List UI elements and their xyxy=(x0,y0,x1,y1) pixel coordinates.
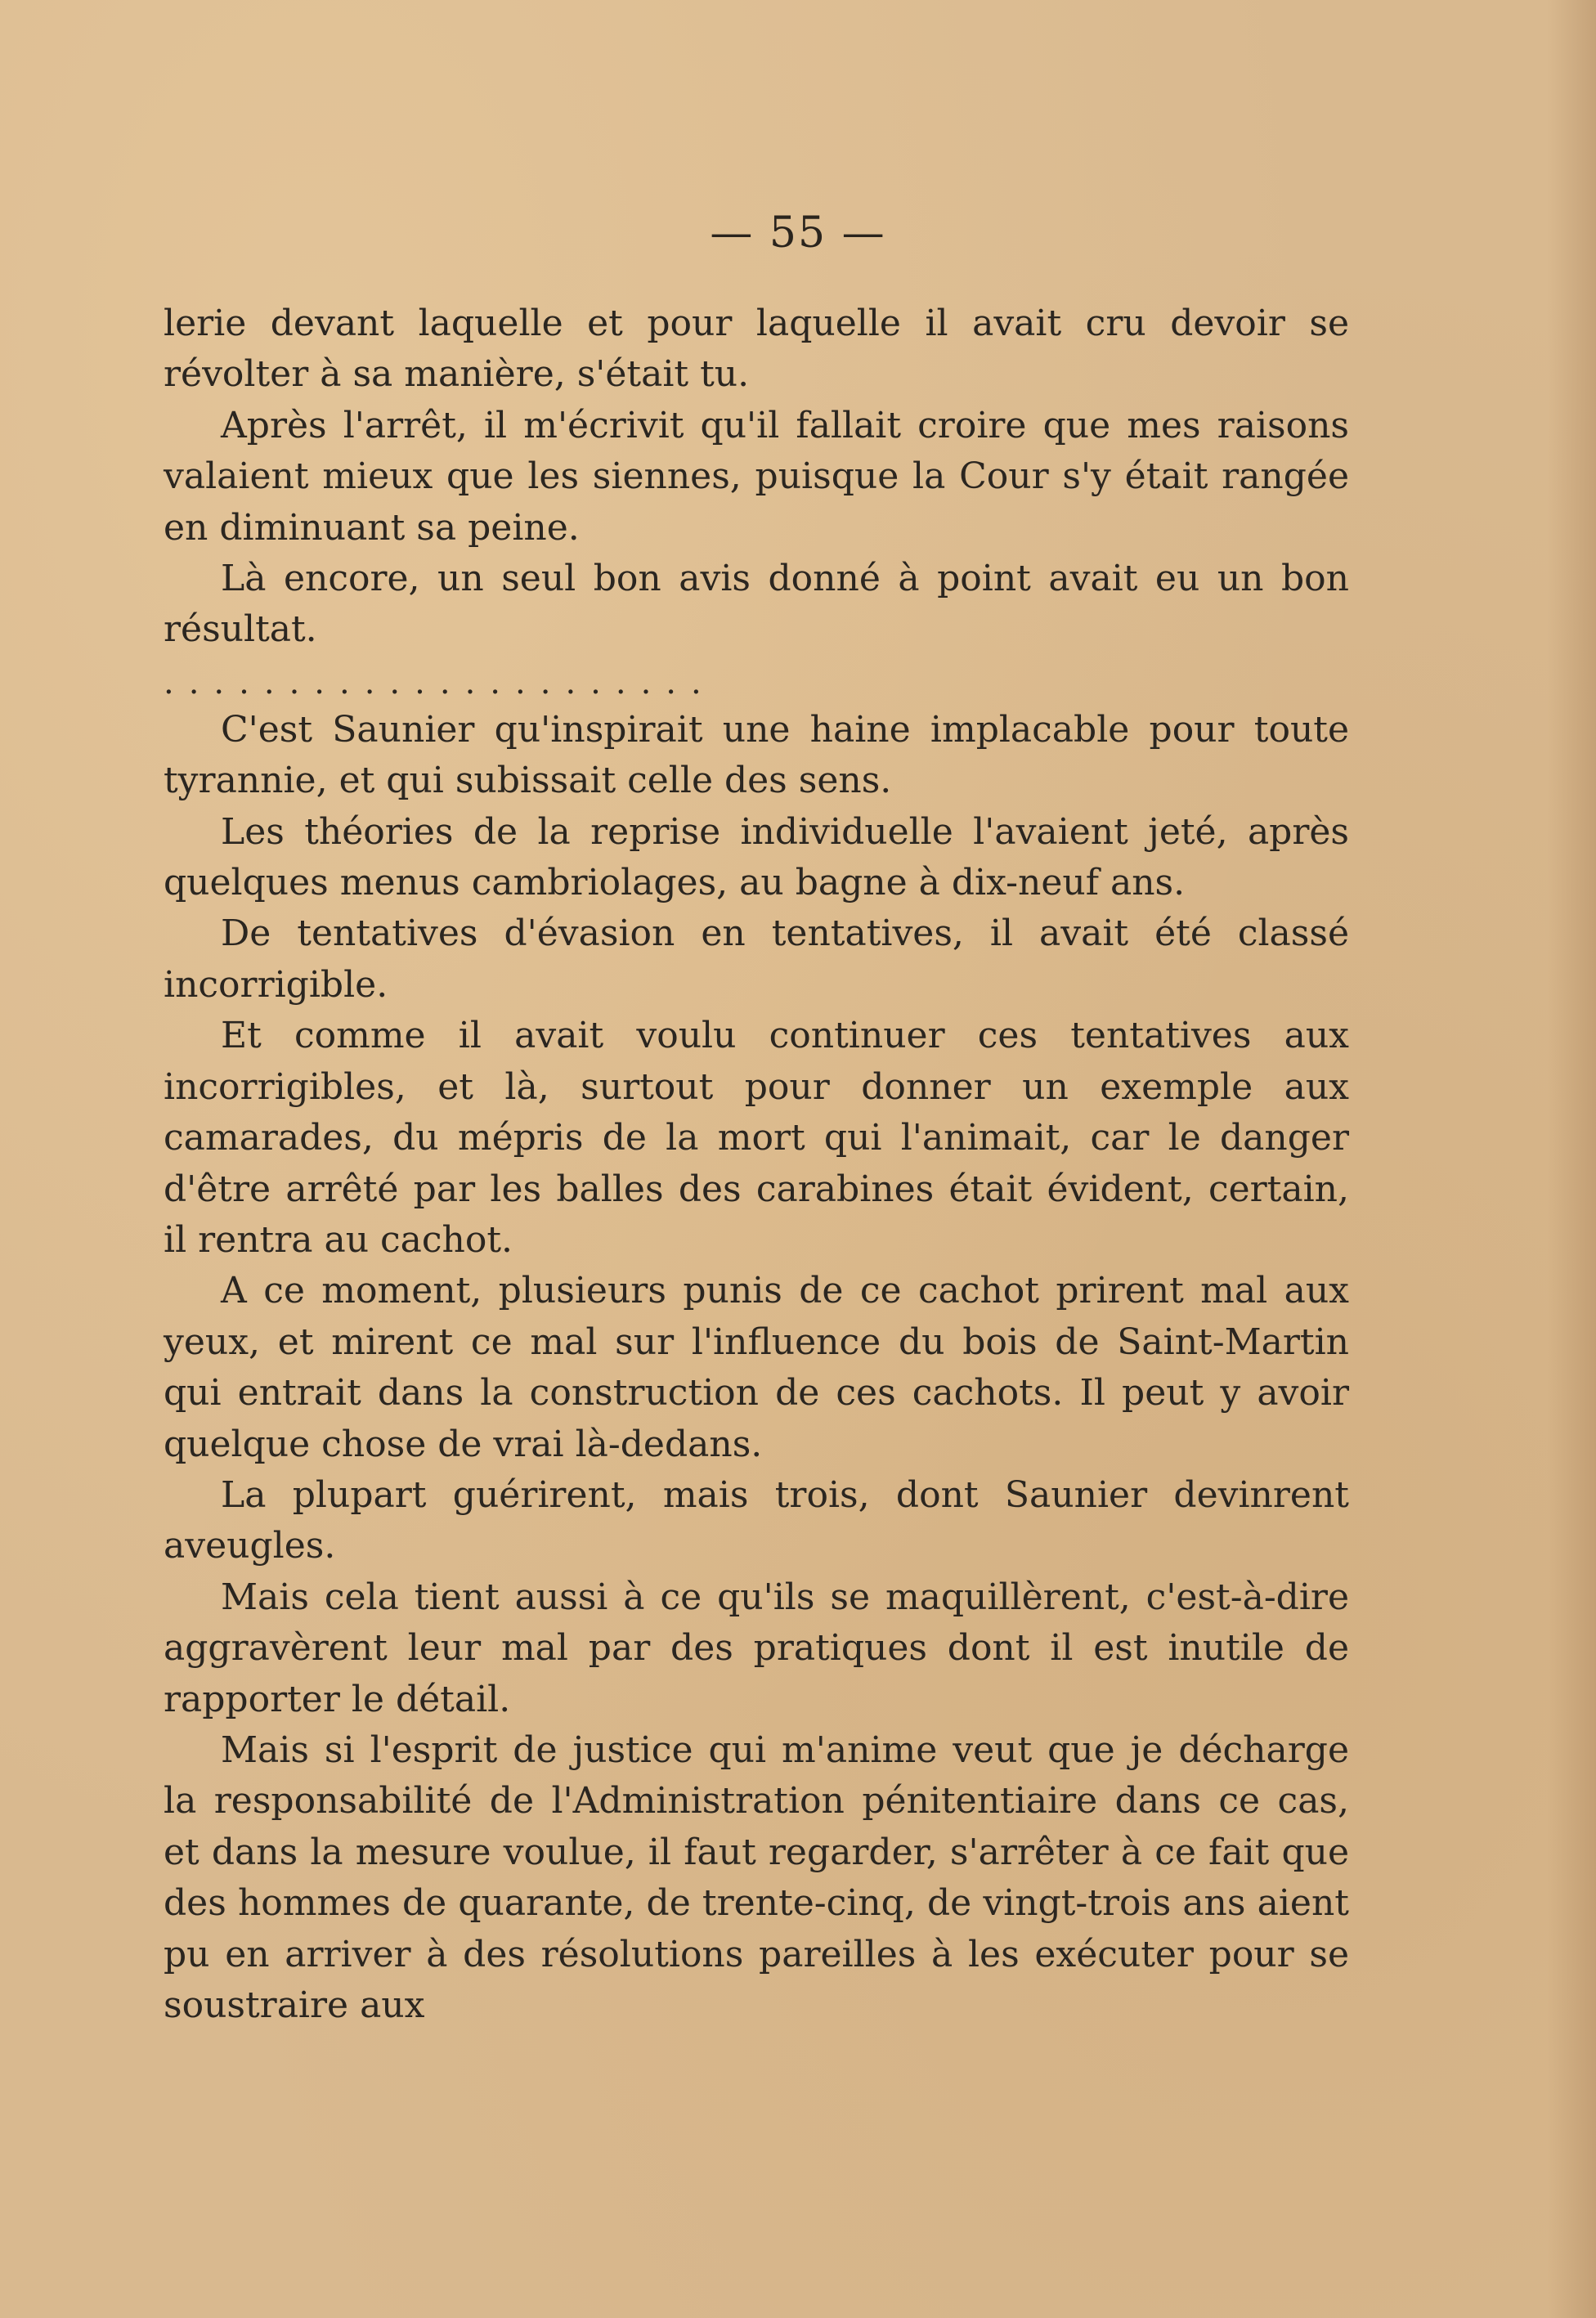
paragraph-continuation: lerie devant laquelle et pour laquelle il avait cru devoir se révolter à sa manière, s'était tu. xyxy=(164,303,1349,396)
paragraph: Et comme il avait voulu continuer ces tentatives aux incorrigibles, et là, surtout pour donner un exemple aux camarades, du mépris de la mort qui l'animait, car le danger d'être arrêté par les balles des carabines était évident, certain, il rentra au cachot. xyxy=(164,1015,1349,1261)
paragraph: Après l'arrêt, il m'écrivit qu'il fallait croire que mes raisons valaient mieux que les siennes, puisque la Cour s'y était rangée en diminuant sa peine. xyxy=(164,404,1349,549)
paragraph: Les théories de la reprise individuelle l'avaient jeté, après quelques menus cambriolages, au bagne à dix-neuf ans. xyxy=(164,810,1349,904)
page-number: — 55 — xyxy=(710,208,886,258)
paragraph: C'est Saunier qu'inspirait une haine implacable pour toute tyrannie, et qui subissait celle des sens. xyxy=(164,708,1349,802)
paragraph: De tentatives d'évasion en tentatives, il avait été classé incorrigible. xyxy=(164,912,1349,1006)
paragraph: Mais si l'esprit de justice qui m'anime veut que je décharge la responsabilité de l'Administration pénitentiaire dans ce cas, et dans la mesure voulue, il faut regarder, s'arrêter à ce fait que des hommes de quarante, de trente-cinq, de vingt-trois ans aient pu en arriver à des résolutions pareilles à les exécuter pour se soustraire aux xyxy=(164,1728,1349,2026)
page-edge-shadow xyxy=(1547,0,1596,2318)
paragraph: A ce moment, plusieurs punis de ce cachot prirent mal aux yeux, et mirent ce mal sur l'influence du bois de Saint-Martin qui entrait dans la construction de ces cachots. Il peut y avoir quelque chose de vrai là-dedans. xyxy=(164,1270,1349,1465)
paragraph: Mais cela tient aussi à ce qu'ils se maquillèrent, c'est-à-dire aggravèrent leur mal par des pratiques dont il est inutile de rapporter le détail. xyxy=(164,1576,1349,1720)
body-text xyxy=(164,298,1349,2031)
paragraph: Là encore, un seul bon avis donné à point avait eu un bon résultat. xyxy=(164,558,1349,651)
paragraph: La plupart guérirent, mais trois, dont Saunier devinrent aveugles. xyxy=(164,1473,1349,1567)
section-separator: ...................... xyxy=(164,663,716,702)
